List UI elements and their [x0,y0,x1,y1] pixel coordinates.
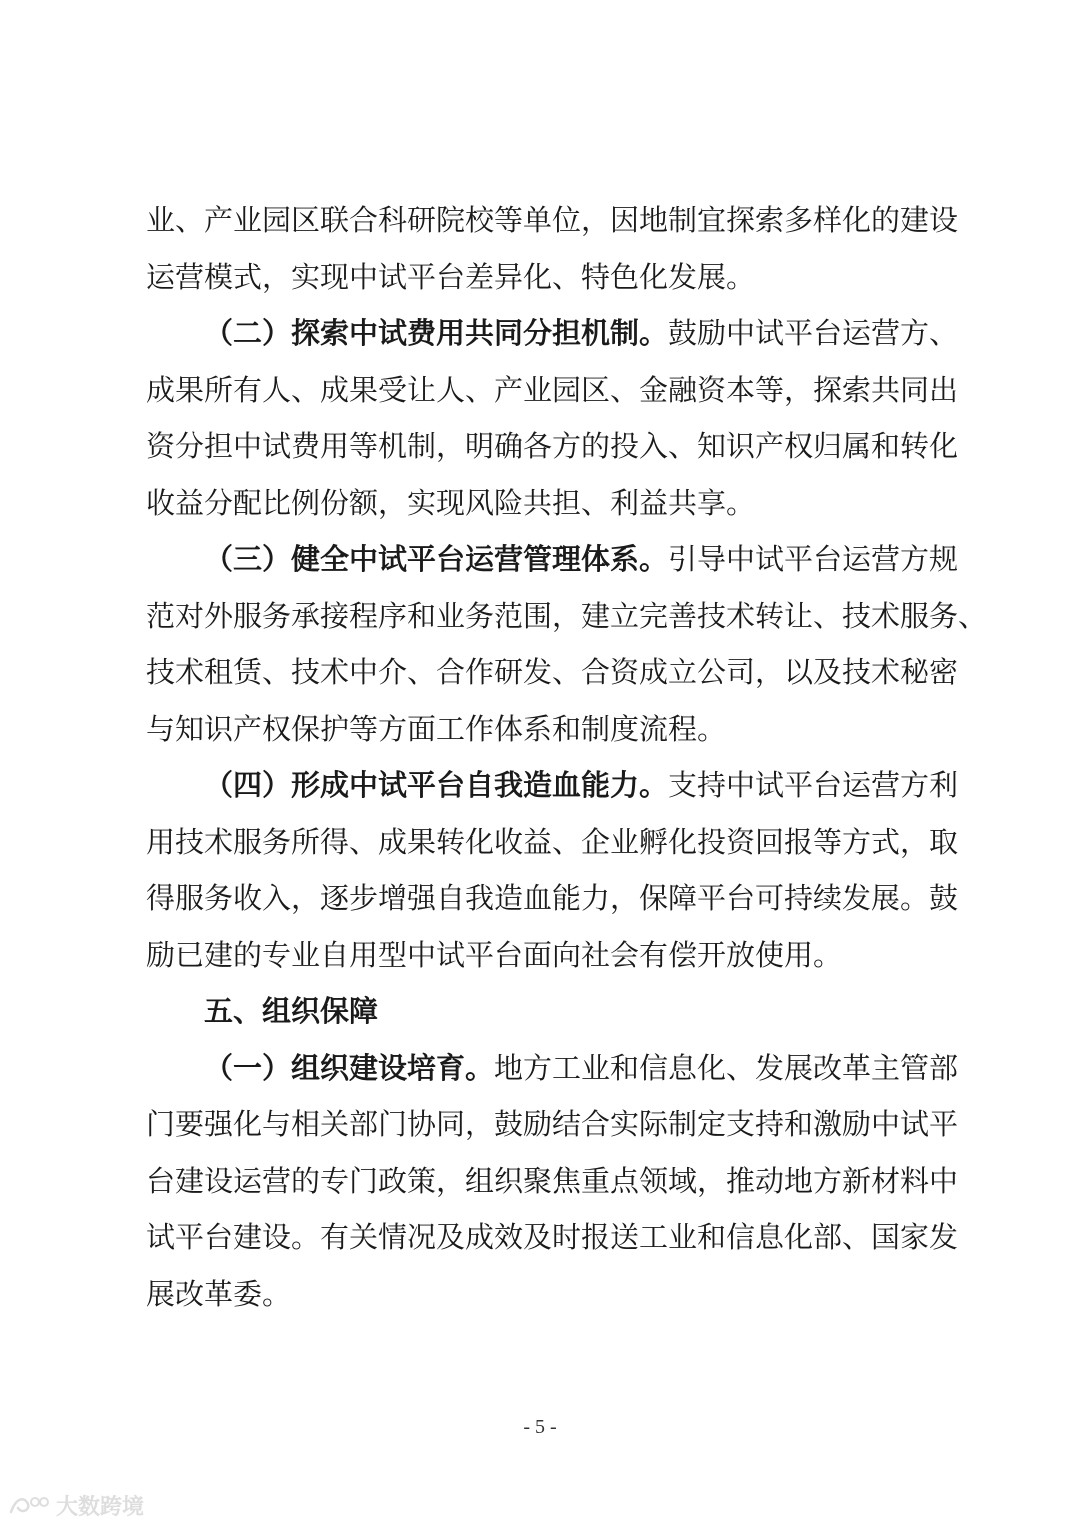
body-line: 收益分配比例份额，实现风险共担、利益共享。 [146,485,756,520]
body-line: 成果所有人、成果受让人、产业园区、金融资本等，探索共同出 [146,372,959,407]
section-heading: （二）探索中试费用共同分担机制。 [204,316,669,350]
body-line: 展改革委。 [146,1276,292,1311]
section-heading: （三）健全中试平台运营管理体系。 [204,542,669,576]
body-line: 门要强化与相关部门协同，鼓励结合实际制定支持和激励中试平 [146,1107,959,1141]
body-line: 与知识产权保护等方面工作体系和制度流程。 [146,711,727,746]
document-body [146,192,988,1322]
watermark-text: 大数跨境 [56,1494,145,1520]
body-line: 试平台建设。有关情况及成效及时报送工业和信息化部、国家发 [146,1220,959,1254]
section-heading: （四）形成中试平台自我造血能力。 [204,768,669,802]
body-text: 引导中试平台运营方规 [668,542,959,576]
body-line: 得服务收入，逐步增强自我造血能力，保障平台可持续发展。鼓 [146,881,959,915]
section-line [146,305,959,362]
section-heading: （一）组织建设培育。 [204,1050,495,1085]
body-text: 地方工业和信息化、发展改革主管部 [494,1050,959,1085]
body-line: 技术租赁、技术中介、合作研发、合资成立公司，以及技术秘密 [146,655,959,689]
body-line: 资分担中试费用等机制，明确各方的投入、知识产权归属和转化 [146,429,959,463]
section-line [146,757,959,814]
section-line [146,1040,959,1097]
body-text: 鼓励中试平台运营方、 [668,316,959,350]
chapter-heading: 五、组织保障 [204,994,379,1028]
body-line: 范对外服务承接程序和业务范围，建立完善技术转让、技术服务、 [146,598,988,633]
body-line: 台建设运营的专门政策，组织聚焦重点领域，推动地方新材料中 [146,1163,959,1198]
watermark [8,1490,144,1520]
body-line: 励已建的专业自用型中试平台面向社会有偿开放使用。 [146,937,843,972]
section-line [146,531,959,588]
body-line: 业、产业园区联合科研院校等单位，因地制宜探索多样化的建设 [146,203,959,237]
body-line: 运营模式，实现中试平台差异化、特色化发展。 [146,259,756,294]
watermark-logo-icon [8,1492,50,1518]
page-number: - 5 - [523,1416,557,1438]
body-line: 用技术服务所得、成果转化收益、企业孵化投资回报等方式，取 [146,824,959,859]
body-text: 支持中试平台运营方利 [668,768,959,802]
